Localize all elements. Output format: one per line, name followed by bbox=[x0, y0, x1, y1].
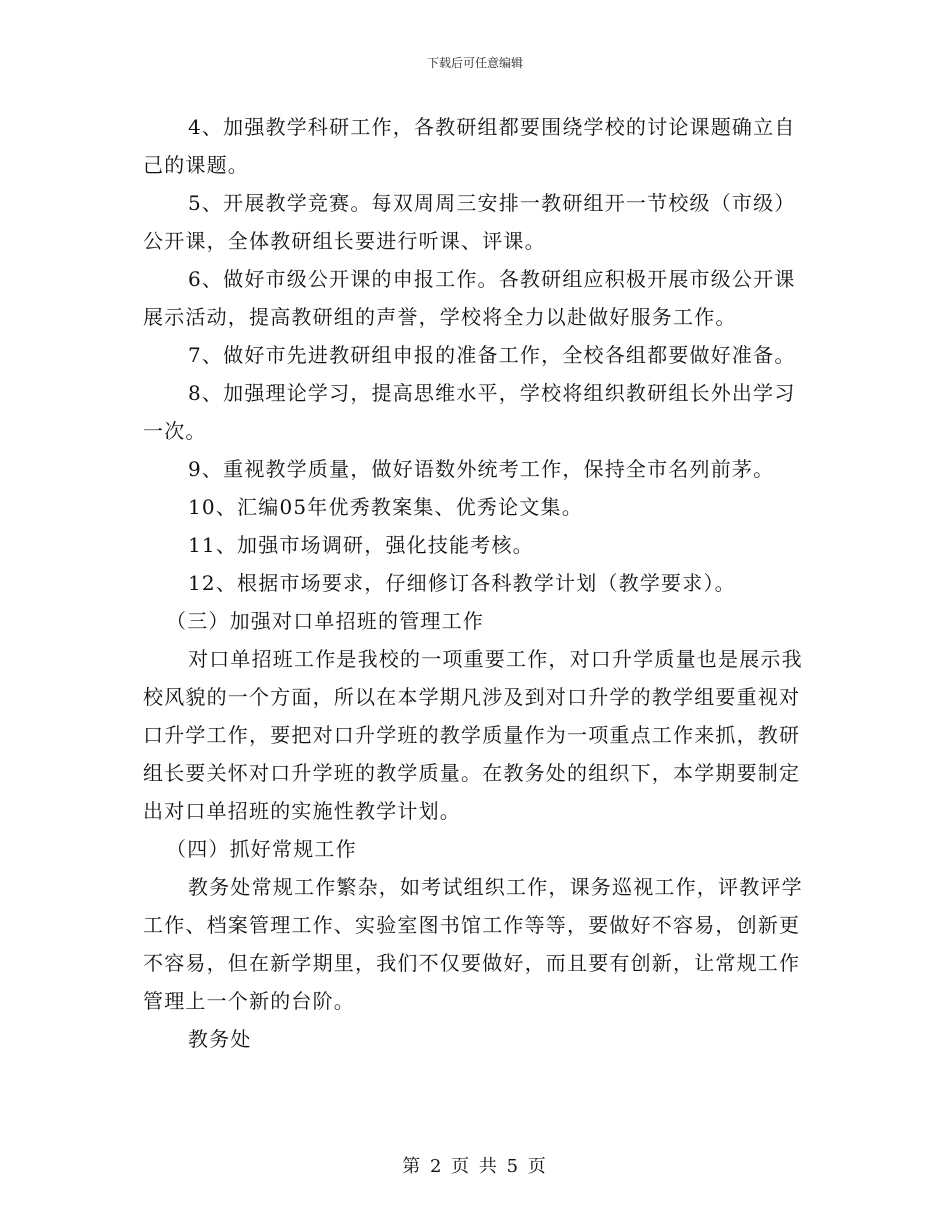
section-paragraph-4: 教务处常规工作繁杂，如考试组织工作，课务巡视工作，评教评学工作、档案管理工作、实验室图书馆工作等等，要做好不容易，创新更不容易，但在新学期里，我们不仅要做好，而且要有创新，让常规工作管理上一个新的台阶。 bbox=[143, 875, 803, 1013]
header-note: 下载后可任意编辑 bbox=[426, 56, 523, 70]
list-item: 4、加强教学科研工作，各教研组都要围绕学校的讨论课题确立自己的课题。 bbox=[143, 115, 796, 177]
list-item: 11、加强市场调研，强化技能考核。 bbox=[188, 533, 534, 557]
list-item: 12、根据市场要求，仔细修订各科教学计划（教学要求）。 bbox=[188, 571, 736, 595]
section-paragraph-3: 对口单招班工作是我校的一项重要工作，对口升学质量也是展示我校风貌的一个方面，所以在本学期凡涉及到对口升学的教学组要重视对口升学工作，要把对口升学班的教学质量作为一项重点工作来抓，教研组长要关怀对口升学班的教学质量。在教务处的组织下，本学期要制定出对口单招班的实施性教学计划。 bbox=[143, 647, 803, 823]
document-body bbox=[143, 108, 807, 1058]
section-heading-3: （三）加强对口单招班的管理工作 bbox=[166, 609, 484, 633]
section-heading-4: （四）抓好常规工作 bbox=[166, 837, 357, 861]
signature: 教务处 bbox=[188, 1027, 252, 1051]
list-item: 8、加强理论学习，提高思维水平，学校将组织教研组长外出学习一次。 bbox=[143, 381, 796, 443]
list-item: 10、汇编05年优秀教案集、优秀论文集。 bbox=[188, 495, 583, 519]
list-item: 7、做好市先进教研组申报的准备工作，全校各组都要做好准备。 bbox=[188, 343, 796, 367]
list-item: 9、重视教学质量，做好语数外统考工作，保持全市名列前茅。 bbox=[188, 457, 775, 481]
list-item: 5、开展教学竞赛。每双周周三安排一教研组开一节校级（市级）公开课，全体教研组长要进行听课、评课。 bbox=[143, 191, 796, 253]
page-number: 第 2 页 共 5 页 bbox=[402, 1156, 548, 1177]
list-item: 6、做好市级公开课的申报工作。各教研组应积极开展市级公开课展示活动，提高教研组的声誉，学校将全力以赴做好服务工作。 bbox=[143, 267, 796, 329]
